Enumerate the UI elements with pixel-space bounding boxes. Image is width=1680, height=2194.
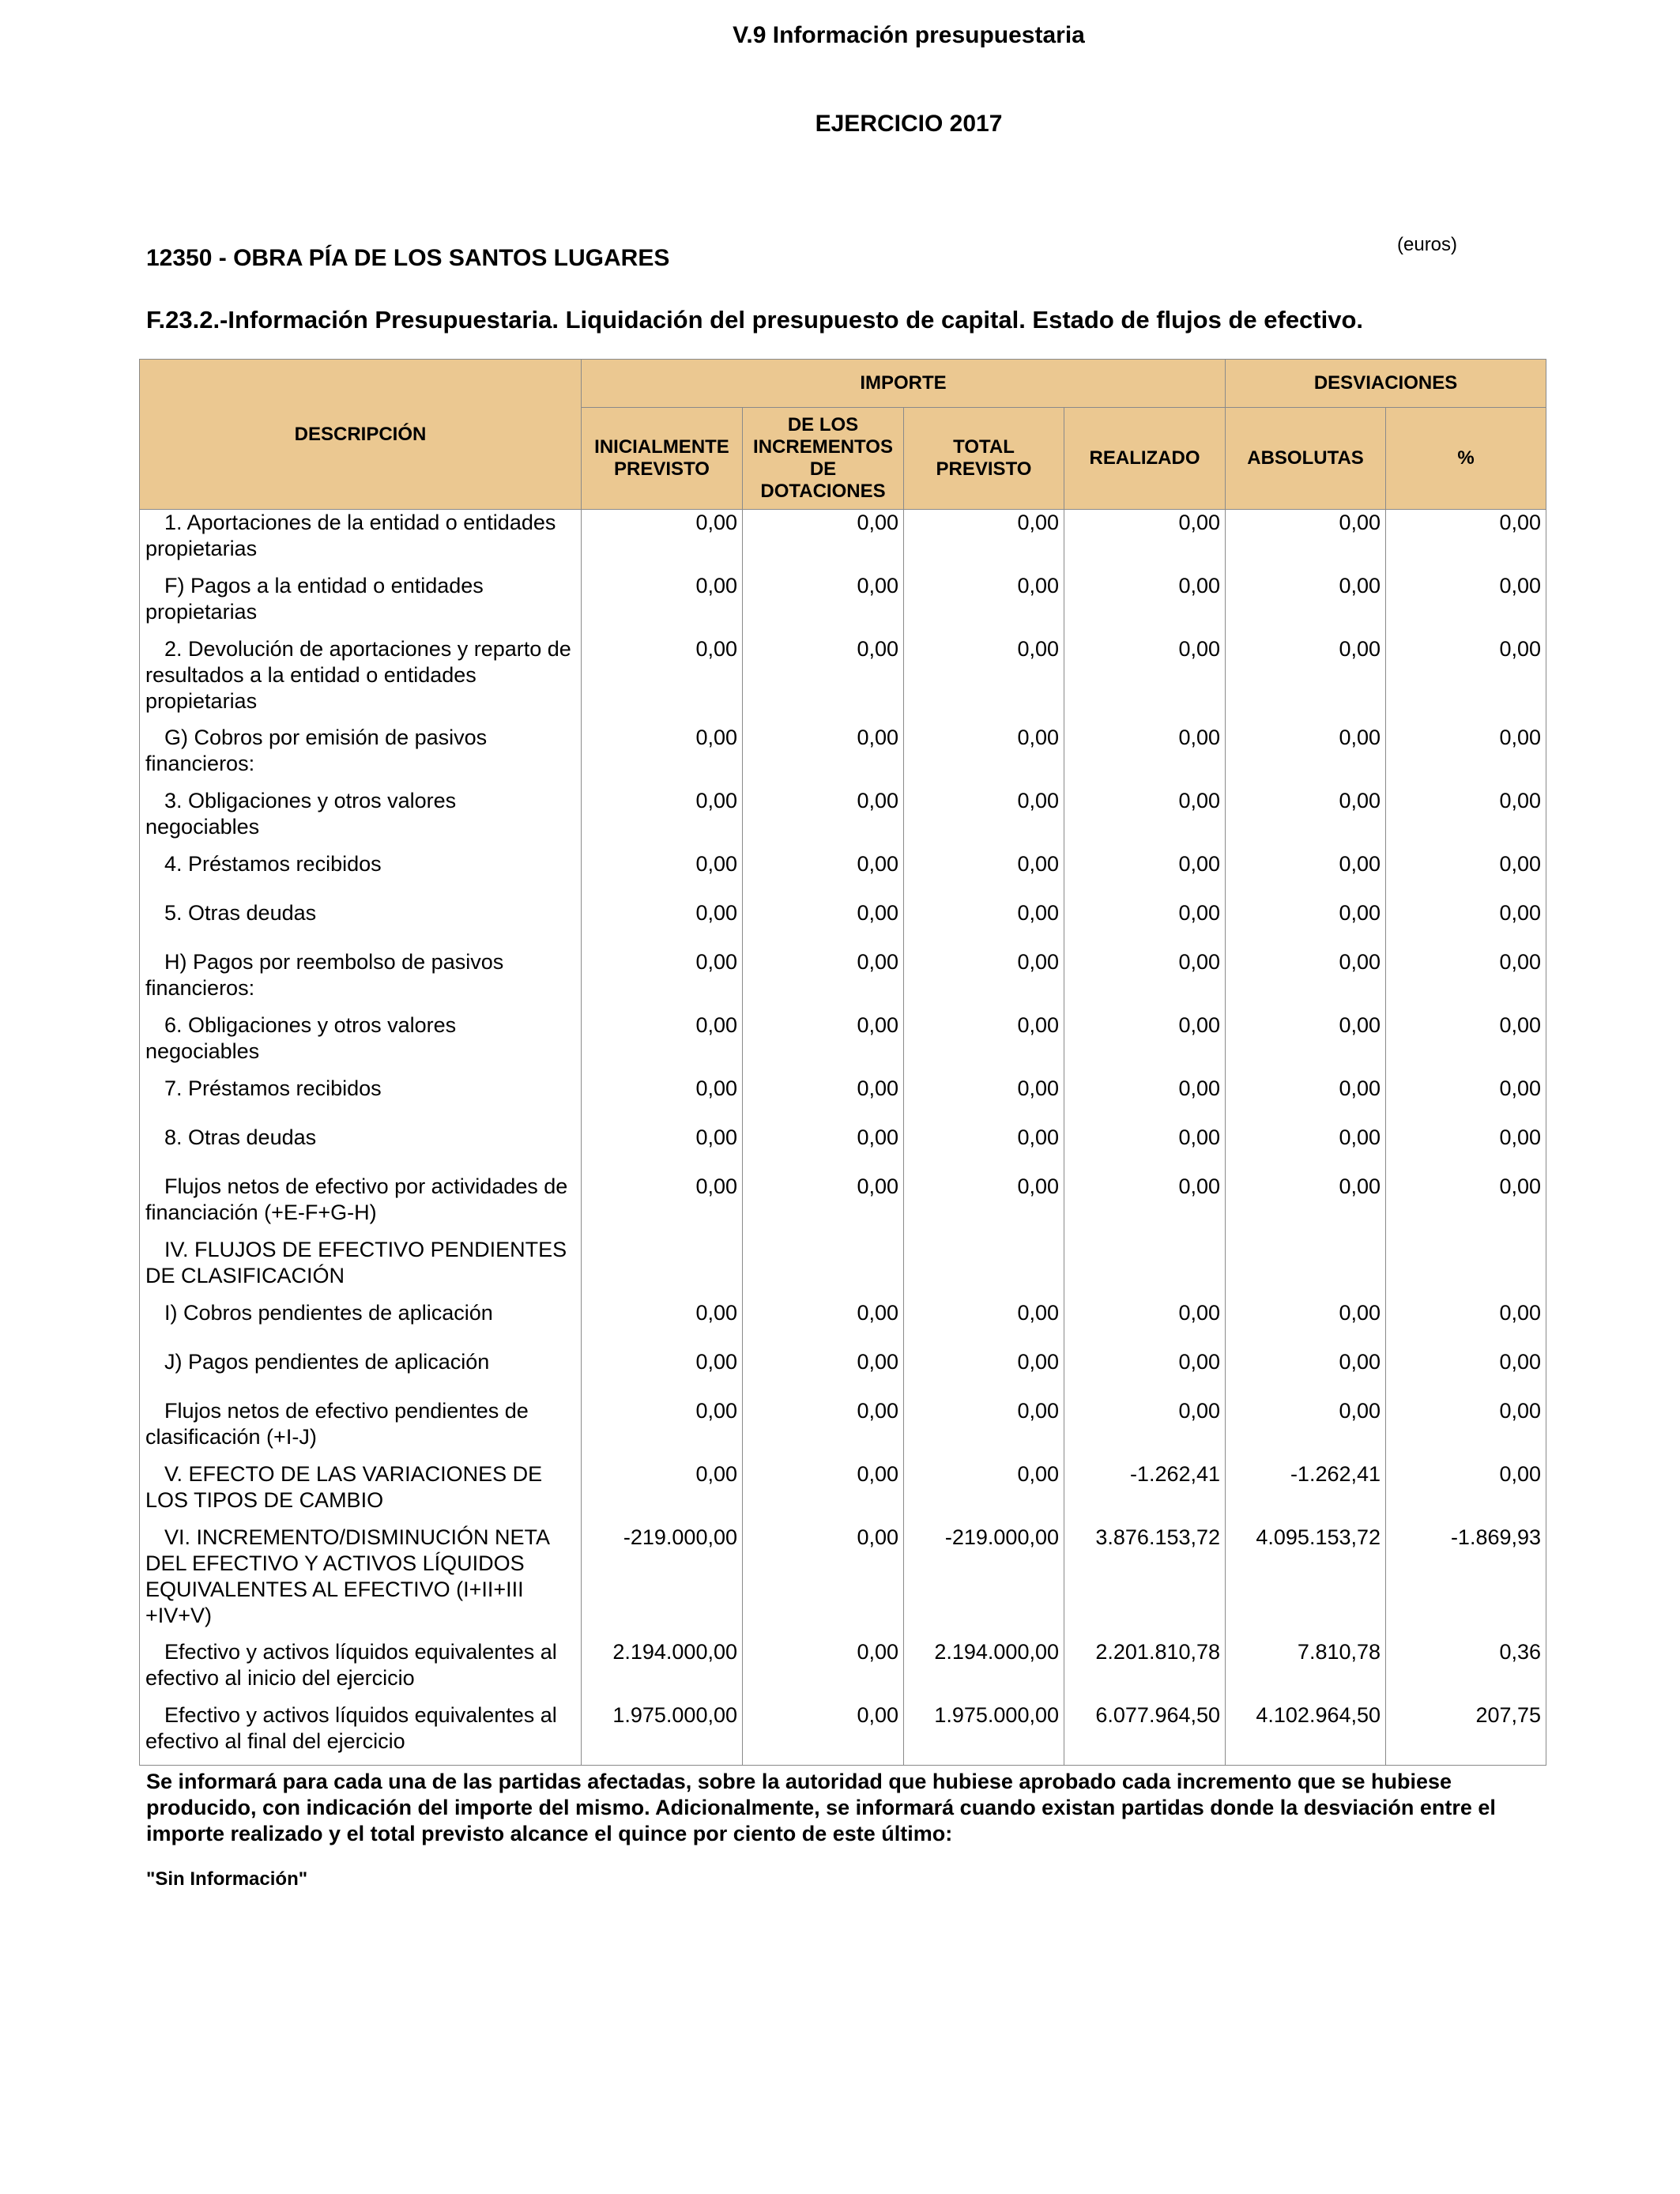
table-row [140,636,1546,725]
row-value [1064,1237,1226,1300]
table-row [140,1125,1546,1174]
row-value: 0,00 [904,573,1064,636]
row-value: 0,00 [1064,788,1226,851]
row-value: 1.975.000,00 [582,1702,743,1766]
row-value: 0,00 [1226,1174,1386,1237]
row-value: 0,00 [904,725,1064,788]
row-value: 0,00 [1226,636,1386,725]
row-value: 0,00 [1226,1125,1386,1174]
row-value: 0,00 [1064,573,1226,636]
row-value: 2.194.000,00 [582,1639,743,1702]
row-value: 0,00 [582,900,743,949]
row-value: 0,00 [743,1174,904,1237]
row-value: 4.095.153,72 [1226,1525,1386,1639]
row-value: 0,00 [1226,573,1386,636]
row-value: 0,00 [1226,900,1386,949]
row-value: 0,00 [582,1398,743,1461]
header-realizado: REALIZADO [1064,408,1226,510]
row-value: 0,00 [1064,725,1226,788]
row-value: 0,00 [743,949,904,1012]
row-value: 0,00 [582,949,743,1012]
table-row [140,1525,1546,1639]
row-value: 0,00 [1064,851,1226,900]
row-value: 0,00 [1386,1174,1546,1237]
row-value: 0,00 [582,1174,743,1237]
no-info-label: "Sin Información" [146,1868,308,1890]
row-value: 6.077.964,50 [1064,1702,1226,1766]
row-value: 0,00 [1064,949,1226,1012]
row-value: 0,00 [743,725,904,788]
row-value: -1.262,41 [1226,1461,1386,1525]
row-value: 0,00 [904,900,1064,949]
row-value: 0,00 [1064,1349,1226,1398]
row-value: 0,00 [904,1398,1064,1461]
row-description: 6. Obligaciones y otros valores negociables [140,1012,582,1076]
table-header-row [140,360,1546,408]
row-value: 0,00 [582,1300,743,1349]
row-value: 7.810,78 [1226,1639,1386,1702]
row-value: 0,00 [582,1349,743,1398]
row-value: 0,00 [1386,788,1546,851]
row-value: 0,00 [582,851,743,900]
row-value: 207,75 [1386,1702,1546,1766]
table-row [140,1300,1546,1349]
row-value: 2.201.810,78 [1064,1639,1226,1702]
row-value: 0,00 [1064,1125,1226,1174]
row-description: Efectivo y activos líquidos equivalentes al efectivo al inicio del ejercicio [140,1639,582,1702]
row-value: 0,00 [1386,1398,1546,1461]
row-value: 0,00 [582,725,743,788]
row-value: 0,00 [1226,1076,1386,1125]
table-row [140,725,1546,788]
header-desviaciones: DESVIACIONES [1226,360,1546,408]
row-value: 0,00 [904,1174,1064,1237]
row-description: 1. Aportaciones de la entidad o entidades propietarias [140,510,582,573]
row-value: 0,00 [582,1012,743,1076]
row-value [743,1237,904,1300]
row-description: 7. Préstamos recibidos [140,1076,582,1125]
row-value: 0,00 [904,1349,1064,1398]
table-row [140,1461,1546,1525]
row-value: 0,00 [1226,510,1386,573]
row-value: 0,00 [1226,1012,1386,1076]
table-row [140,1639,1546,1702]
row-value: 0,00 [1386,510,1546,573]
table-row [140,1237,1546,1300]
section-title: V.9 Información presupuestaria [733,22,1085,48]
row-value: 3.876.153,72 [1064,1525,1226,1639]
row-description: V. EFECTO DE LAS VARIACIONES DE LOS TIPOS DE CAMBIO [140,1461,582,1525]
row-value: 0,00 [904,1012,1064,1076]
row-value: 0,00 [743,1461,904,1525]
row-value: 0,00 [904,1125,1064,1174]
row-value: 0,00 [1386,1125,1546,1174]
row-value: 0,00 [743,1125,904,1174]
row-value: 1.975.000,00 [904,1702,1064,1766]
row-value: 0,00 [743,1349,904,1398]
row-value: 0,00 [1226,725,1386,788]
table-row [140,949,1546,1012]
row-value: 0,00 [743,851,904,900]
row-value [904,1237,1064,1300]
row-value: 0,00 [582,1076,743,1125]
row-value: 0,00 [743,900,904,949]
row-value: 0,00 [582,788,743,851]
table-row [140,1174,1546,1237]
row-description: Flujos netos de efectivo pendientes de clasificación (+I-J) [140,1398,582,1461]
table-row [140,1398,1546,1461]
row-value: 0,00 [904,788,1064,851]
row-value: 0,00 [743,1012,904,1076]
row-value: 0,00 [904,851,1064,900]
row-description: J) Pagos pendientes de aplicación [140,1349,582,1398]
row-value: 0,00 [1064,510,1226,573]
row-value: 0,00 [1226,851,1386,900]
header-percent: % [1386,408,1546,510]
row-value: 0,36 [1386,1639,1546,1702]
table-row [140,1012,1546,1076]
row-value: 0,00 [1226,1398,1386,1461]
row-description: Efectivo y activos líquidos equivalentes al efectivo al final del ejercicio [140,1702,582,1766]
row-description: 3. Obligaciones y otros valores negociables [140,788,582,851]
row-description: IV. FLUJOS DE EFECTIVO PENDIENTES DE CLASIFICACIÓN [140,1237,582,1300]
row-value: 0,00 [743,1300,904,1349]
row-value: 0,00 [904,510,1064,573]
budget-table [139,359,1546,1766]
row-value [582,1237,743,1300]
row-value: -219.000,00 [582,1525,743,1639]
header-importe: IMPORTE [582,360,1226,408]
table-row [140,1349,1546,1398]
row-value: 0,00 [1064,1174,1226,1237]
row-value: 0,00 [1064,1398,1226,1461]
header-absolutas: ABSOLUTAS [1226,408,1386,510]
row-value: 0,00 [1386,1012,1546,1076]
row-value: 0,00 [743,1076,904,1125]
row-value: -1.869,93 [1386,1525,1546,1639]
row-value: 0,00 [1386,1349,1546,1398]
row-value: 0,00 [743,1702,904,1766]
row-value: 0,00 [1226,1349,1386,1398]
row-value: 0,00 [1386,949,1546,1012]
table-row [140,851,1546,900]
row-value: 0,00 [1386,1461,1546,1525]
row-value: 0,00 [1386,1300,1546,1349]
header-inicialmente-previsto: INICIALMENTE PREVISTO [582,408,743,510]
row-value: 0,00 [1064,900,1226,949]
row-value: 0,00 [582,636,743,725]
row-description: 2. Devolución de aportaciones y reparto de resultados a la entidad o entidades propietarias [140,636,582,725]
row-value: 0,00 [1386,636,1546,725]
row-description: VI. INCREMENTO/DISMINUCIÓN NETA DEL EFECTIVO Y ACTIVOS LÍQUIDOS EQUIVALENTES AL EFECTIVO (I+II+III +IV+V) [140,1525,582,1639]
row-value: 0,00 [904,636,1064,725]
table-row [140,573,1546,636]
row-description: F) Pagos a la entidad o entidades propietarias [140,573,582,636]
row-value: 2.194.000,00 [904,1639,1064,1702]
row-value: 0,00 [582,1461,743,1525]
row-value: 0,00 [1386,1076,1546,1125]
row-value: 0,00 [582,1125,743,1174]
row-value [1386,1237,1546,1300]
form-title: F.23.2.-Información Presupuestaria. Liquidación del presupuesto de capital. Estado de flujos de efectivo. [146,306,1364,334]
row-value: 0,00 [1064,1300,1226,1349]
row-description: H) Pagos por reembolso de pasivos financieros: [140,949,582,1012]
exercise-title: EJERCICIO 2017 [815,111,1003,137]
row-value: 0,00 [743,573,904,636]
row-value: 0,00 [582,573,743,636]
row-value: 0,00 [904,1461,1064,1525]
row-value: 4.102.964,50 [1226,1702,1386,1766]
entity-title: 12350 - OBRA PÍA DE LOS SANTOS LUGARES [146,245,670,271]
row-description: Flujos netos de efectivo por actividades de financiación (+E-F+G-H) [140,1174,582,1237]
table-row [140,1076,1546,1125]
row-description: 4. Préstamos recibidos [140,851,582,900]
row-value: 0,00 [904,949,1064,1012]
row-description: 8. Otras deudas [140,1125,582,1174]
row-value [1226,1237,1386,1300]
row-value: 0,00 [1064,1012,1226,1076]
row-value: 0,00 [1386,851,1546,900]
row-value: 0,00 [582,510,743,573]
row-value: 0,00 [743,636,904,725]
table-row [140,1702,1546,1766]
row-value: -219.000,00 [904,1525,1064,1639]
row-value: 0,00 [1226,788,1386,851]
row-value: 0,00 [1386,573,1546,636]
row-value: 0,00 [1226,949,1386,1012]
row-value: 0,00 [743,788,904,851]
row-value: 0,00 [1386,725,1546,788]
table-row [140,900,1546,949]
row-description: 5. Otras deudas [140,900,582,949]
header-incrementos-dotaciones: DE LOS INCREMENTOS DE DOTACIONES [743,408,904,510]
row-value: -1.262,41 [1064,1461,1226,1525]
row-value: 0,00 [743,1398,904,1461]
footnote: Se informará para cada una de las partidas afectadas, sobre la autoridad que hubiese aprobado cada incremento que se hubiese producido, con indicación del importe del mismo. Adicionalmente, se informará cuando existan partidas donde la desviación entre el importe realizado y el total previsto alcance el quince por ciento de este último: [146,1770,1496,1845]
row-value: 0,00 [904,1076,1064,1125]
table-row [140,510,1546,573]
row-value: 0,00 [743,1525,904,1639]
row-value: 0,00 [904,1300,1064,1349]
header-total-previsto: TOTAL PREVISTO [904,408,1064,510]
row-value: 0,00 [1064,636,1226,725]
table-body [140,510,1546,1766]
row-value: 0,00 [1386,900,1546,949]
table-row [140,788,1546,851]
row-description: G) Cobros por emisión de pasivos financieros: [140,725,582,788]
header-description: DESCRIPCIÓN [140,360,582,510]
row-value: 0,00 [1226,1300,1386,1349]
row-description: I) Cobros pendientes de aplicación [140,1300,582,1349]
row-value: 0,00 [743,510,904,573]
units-label: (euros) [1397,234,1458,255]
row-value: 0,00 [743,1639,904,1702]
row-value: 0,00 [1064,1076,1226,1125]
